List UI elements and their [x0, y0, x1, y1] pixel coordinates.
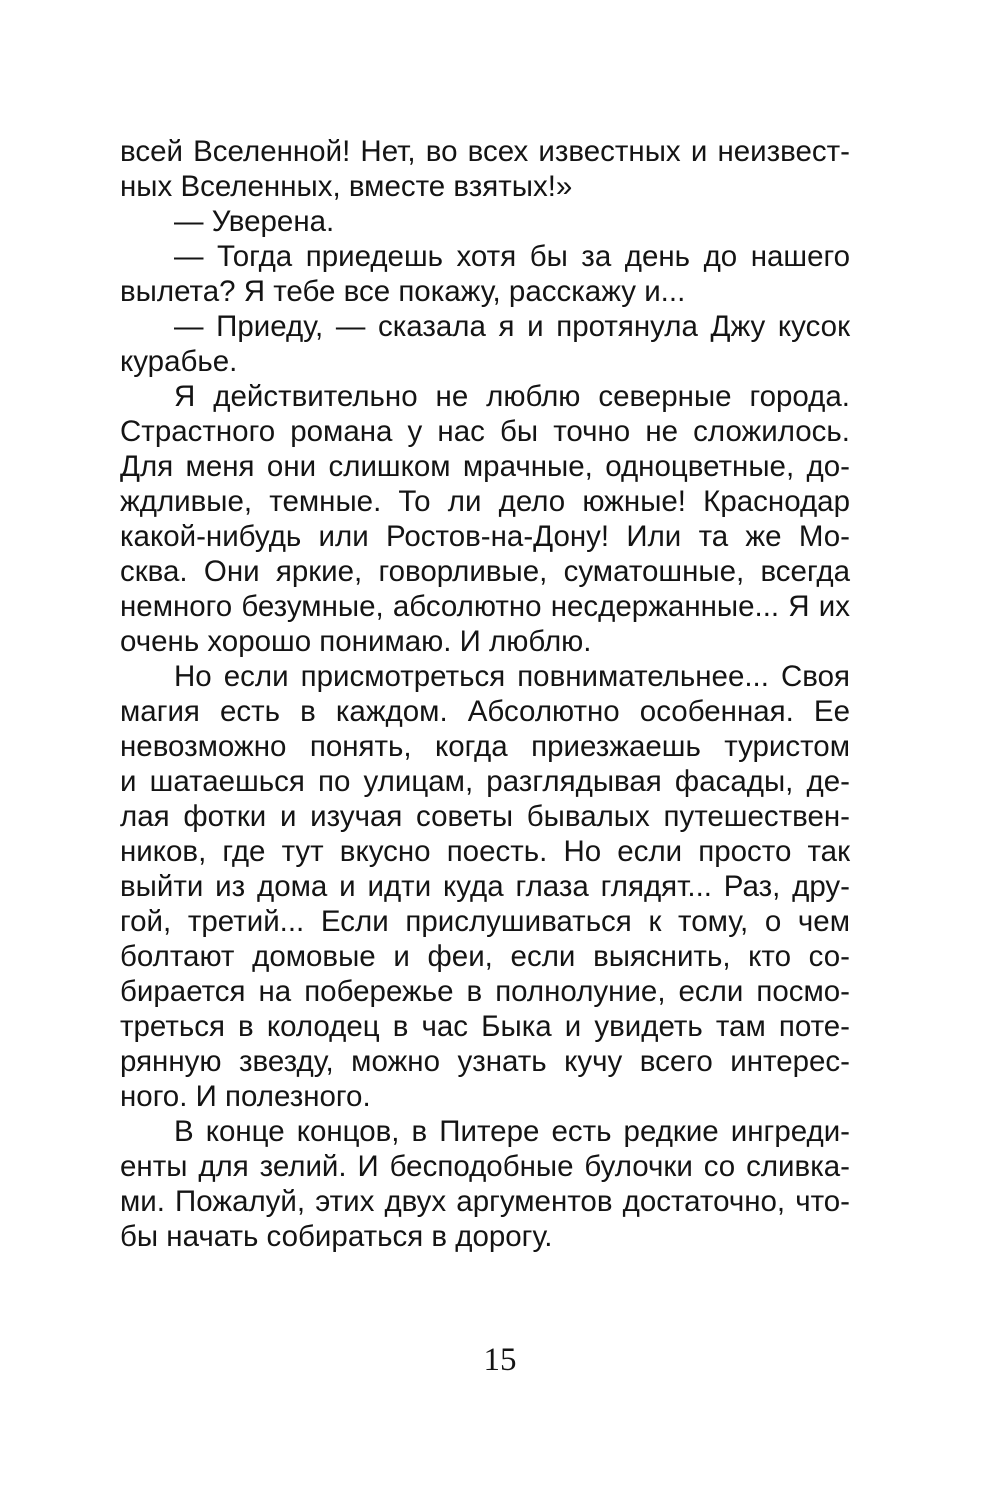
text-line: Я действительно не люблю северные города. [174, 380, 850, 413]
text-line: выйти из дома и идти куда глаза глядят... Раз, дру- [120, 870, 850, 903]
text-line: В конце концов, в Питере есть редкие ингреди- [174, 1115, 850, 1148]
page-number: 15 [483, 1342, 517, 1378]
text-line: — Тогда приедешь хотя бы за день до нашего [174, 240, 850, 273]
text-line: бирается на побережье в полнолуние, если посмо- [120, 975, 850, 1008]
paragraph [120, 134, 850, 204]
text-line: ми. Пожалуй, этих двух аргументов достаточно, что- [120, 1185, 850, 1218]
text-line: бы начать собираться в дорогу. [120, 1220, 553, 1253]
text-line: сква. Они яркие, говорливые, суматошные, всегда [120, 555, 850, 588]
paragraph [120, 309, 850, 379]
text-line: лая фотки и изучая советы бывалых путешествен- [120, 800, 850, 833]
text-line: ников, где тут вкусно поесть. Но если просто так [120, 835, 850, 868]
paragraph [120, 1114, 850, 1254]
paragraph [120, 659, 850, 1114]
text-line: очень хорошо понимаю. И люблю. [120, 625, 592, 658]
text-line: немного безумные, абсолютно несдержанные... Я их [120, 590, 850, 623]
text-line: — Уверена. [174, 205, 335, 238]
paragraph [120, 204, 850, 239]
paragraph [120, 379, 850, 659]
text-line: курабье. [120, 345, 238, 378]
text-line: треться в колодец в час Быка и увидеть там поте- [120, 1010, 850, 1043]
text-line: болтают домовые и феи, если выяснить, кто со- [120, 940, 850, 973]
text-line: енты для зелий. И бесподобные булочки со сливка- [120, 1150, 850, 1183]
text-line: вылета? Я тебе все покажу, расскажу и... [120, 275, 686, 308]
text-line: рянную звезду, можно узнать кучу всего интерес- [120, 1045, 850, 1078]
text-line: магия есть в каждом. Абсолютно особенная. Ее [120, 695, 850, 728]
text-line: всей Вселенной! Нет, во всех известных и неизвест- [120, 135, 850, 168]
text-line: — Приеду, — сказала я и протянула Джу кусок [174, 310, 850, 343]
text-line: Но если присмотреться повнимательнее... Своя [174, 660, 850, 693]
text-line: и шатаешься по улицам, разглядывая фасады, де- [120, 765, 850, 798]
text-line: какой-нибудь или Ростов-на-Дону! Или та же Мо- [120, 520, 850, 553]
text-line: Для меня они слишком мрачные, одноцветные, до- [120, 450, 850, 483]
book-page-text [120, 134, 850, 1254]
paragraph [120, 239, 850, 309]
text-line: гой, третий... Если прислушиваться к тому, о чем [120, 905, 850, 938]
text-line: Страстного романа у нас бы точно не сложилось. [120, 415, 850, 448]
text-line: ных Вселенных, вместе взятых!» [120, 170, 573, 203]
text-line: ждливые, темные. То ли дело южные! Краснодар [120, 485, 850, 518]
text-line: ного. И полезного. [120, 1080, 371, 1113]
text-line: невозможно понять, когда приезжаешь туристом [120, 730, 850, 763]
